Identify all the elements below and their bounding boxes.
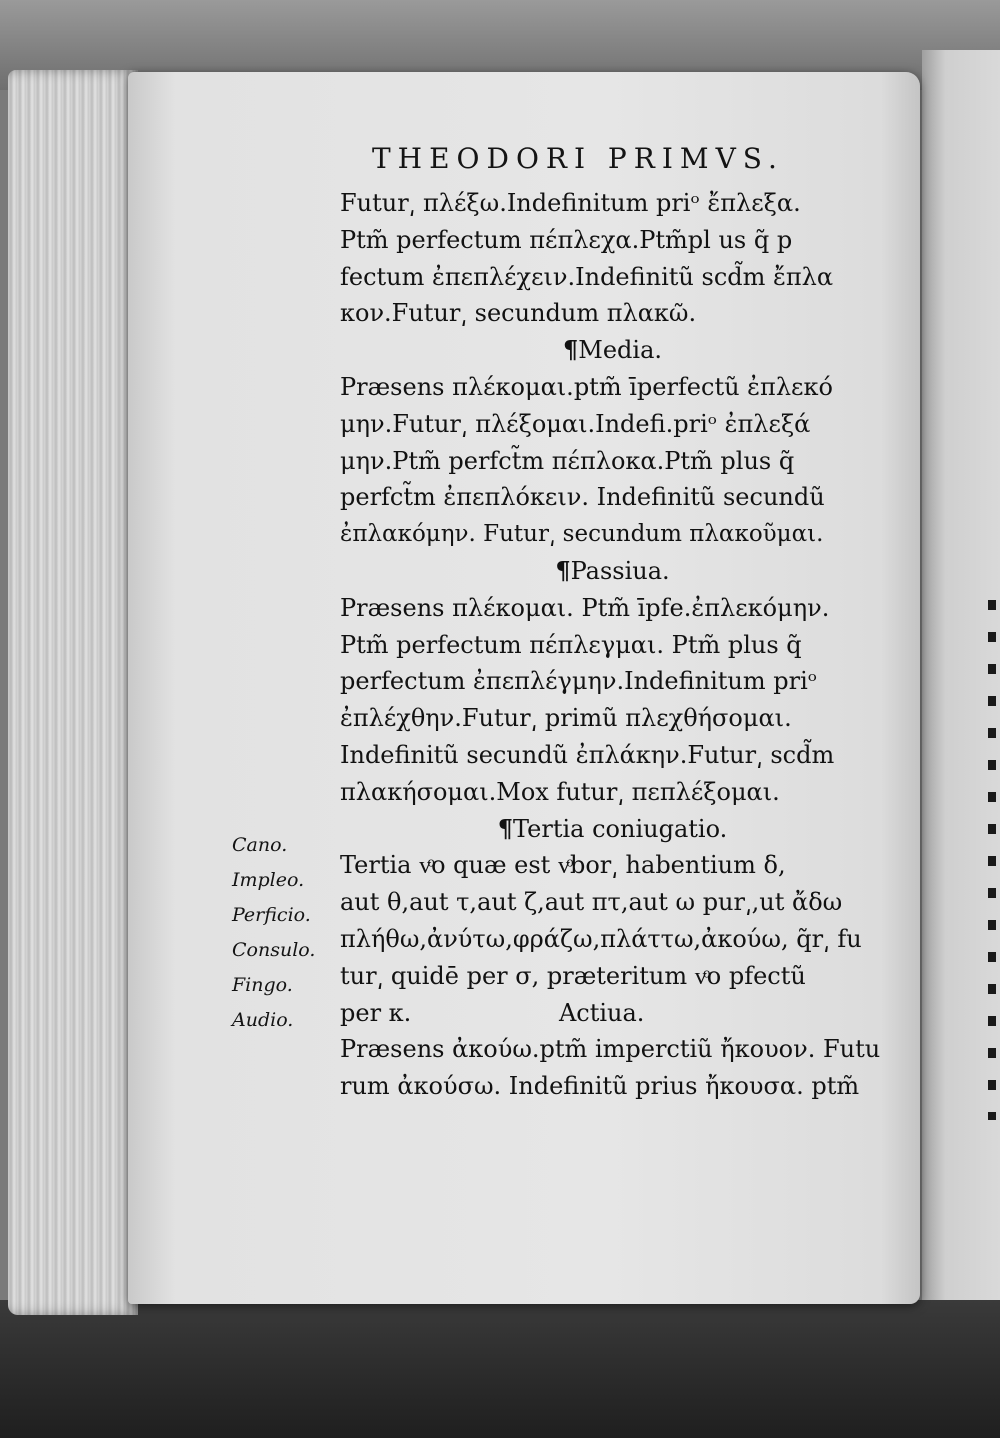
- margin-note: Fingo.: [232, 974, 293, 996]
- pilcrow-icon: ¶: [555, 555, 571, 585]
- text-line: Indefinitũ secundũ ἐπλάκην.Futur͵ scd̃m: [340, 740, 835, 769]
- pilcrow-icon: ¶: [562, 335, 579, 365]
- section-heading-tertia: [340, 811, 885, 848]
- text-line: tur͵ quidē per σ, præteritum vͦo pfectũ: [340, 961, 806, 990]
- section-heading-passiua: [340, 553, 885, 590]
- facing-page-text-edge: [988, 600, 996, 1120]
- text-line: πλήθω,ἀνύτω,φράζω,πλάττω,ἀκούω, q̃r͵ fu: [340, 924, 862, 953]
- text-line: Tertia vͦo quæ est vͦbor͵ habentium δ,: [340, 851, 786, 880]
- text-line: fectum ἐπεπλέχειν.Indefinitũ scd̃m ἔπλα: [340, 262, 834, 291]
- section-title: Media.: [578, 336, 663, 365]
- text-line: μην.Futur͵ πλέξομαι.Indefi.priᵒ ἐπλεξά: [340, 409, 811, 438]
- background-bottom: [0, 1300, 1000, 1438]
- text-fragment: per κ.: [340, 998, 412, 1027]
- margin-note: Consulo.: [232, 939, 316, 961]
- section-title: Tertia coniugatio.: [513, 814, 728, 843]
- text-line: ἐπλακόμην. Futur͵ secundum πλακοῦμαι.: [340, 521, 824, 548]
- text-line: rum ἀκούσω. Indefinitũ prius ἤκουσα. ptm̃: [340, 1072, 860, 1101]
- margin-note: Impleo.: [232, 869, 305, 891]
- margin-note: Audio.: [232, 1009, 294, 1031]
- text-line: πλακήσομαι.Mox futur͵ πεπλέξομαι.: [340, 777, 780, 806]
- text-line: Præsens ἀκούω.ptm̃ imperctiũ ἤκουον. Futu: [340, 1035, 881, 1064]
- margin-note: Perficio.: [232, 904, 311, 926]
- page-body: [340, 185, 885, 1105]
- running-header: THEODORI PRIMVS.: [372, 142, 784, 175]
- margin-note: Cano.: [232, 834, 288, 856]
- text-line: Præsens πλέκομαι.ptm̃ īperfectũ ἐπλεκό: [340, 372, 833, 401]
- text-line-with-heading: [340, 995, 885, 1032]
- section-title: Passiua.: [570, 556, 670, 585]
- text-line: ἐπλέχθην.Futur͵ primũ πλεχθήσομαι.: [340, 704, 792, 733]
- section-heading-actiua: Actiua.: [558, 998, 645, 1027]
- margin-glosses: [232, 828, 332, 1038]
- section-heading-media: [340, 332, 885, 369]
- text-line: aut θ,aut τ,aut ζ,aut πτ,aut ω pur͵,ut ἄδω: [340, 888, 843, 917]
- text-line: Ptm̃ perfectum πέπλεγμαι. Ptm̃ plus q̃: [340, 630, 802, 659]
- book-page-edges: [8, 70, 138, 1315]
- text-line: μην.Ptm̃ perfct̃m πέπλοκα.Ptm̃ plus q̃: [340, 446, 795, 475]
- text-line: perfct̃m ἐπεπλόκειν. Indefinitũ secundũ: [340, 483, 825, 512]
- text-line: Præsens πλέκομαι. Ptm̃ īpfe.ἐπλεκόμην.: [340, 593, 830, 622]
- text-line: κον.Futur͵ secundum πλακῶ.: [340, 299, 697, 328]
- text-line: perfectum ἐπεπλέγμην.Indefinitum priᵒ: [340, 667, 817, 696]
- text-line: Futur͵ πλέξω.Indefinitum priᵒ ἔπλεξα.: [340, 189, 801, 217]
- text-line: Ptm̃ perfectum πέπλεχα.Ptm̃pl us q̃ p: [340, 225, 793, 254]
- pilcrow-icon: ¶: [497, 813, 514, 843]
